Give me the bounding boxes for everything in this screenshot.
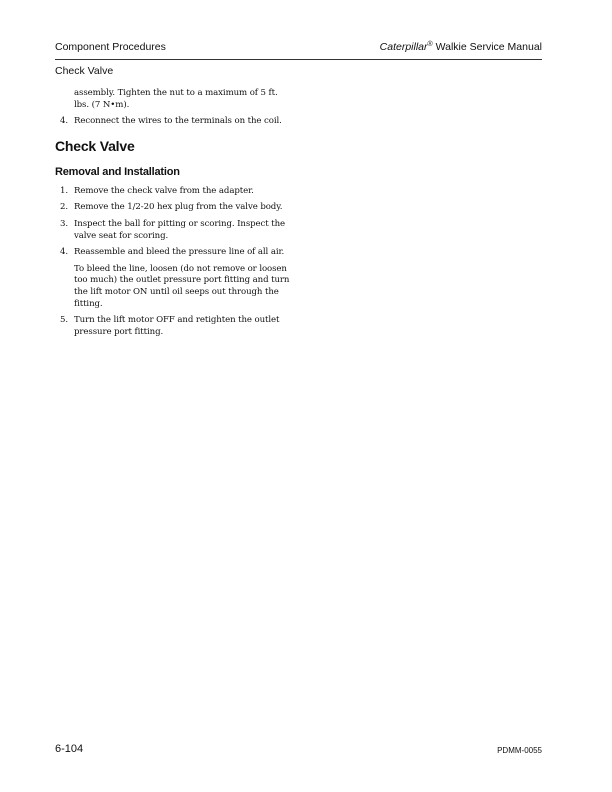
step-text: Remove the 1/2-20 hex plug from the valve body. (74, 202, 283, 213)
manual-title: Walkie Service Manual (432, 41, 542, 53)
step-text: Remove the check valve from the adapter. (74, 185, 254, 196)
header-left-title: Component Procedures (55, 41, 166, 53)
continued-step (55, 116, 295, 128)
main-content (55, 88, 295, 343)
procedure-step-3 (55, 219, 295, 242)
procedure-step-4 (55, 247, 295, 259)
procedure-step-2 (55, 202, 295, 214)
step-number: 1. (60, 185, 68, 196)
subsection-title: Removal and Installation (55, 165, 180, 178)
step-number: 5. (60, 315, 68, 326)
step-number: 3. (60, 218, 68, 229)
procedure-step-4-note: To bleed the line, loosen (do not remove or loosen too much) the outlet pressure port fitting and turn the lift motor ON until oil seeps out through the fitting. (74, 263, 290, 309)
section-running-label: Check Valve (55, 65, 114, 77)
step-text: Turn the lift motor OFF and retighten the outlet pressure port fitting. (74, 315, 280, 337)
step-number: 4. (60, 116, 68, 127)
step-number: 2. (60, 202, 68, 213)
registered-mark: ® (427, 41, 433, 48)
document-id: PDMM-0055 (497, 746, 542, 755)
step-text: Reassemble and bleed the pressure line of all air. (74, 247, 285, 258)
step-text: Reconnect the wires to the terminals on the coil. (74, 116, 282, 127)
header-divider (55, 59, 542, 60)
section-title: Check Valve (55, 137, 135, 154)
page-number: 6-104 (55, 743, 84, 755)
continued-paragraph: assembly. Tighten the nut to a maximum of 5 ft. lbs. (7 N•m). (74, 88, 278, 110)
header-right-title (380, 41, 542, 53)
step-text: Inspect the ball for pitting or scoring. Inspect the valve seat for scoring. (74, 218, 286, 241)
procedure-step-5 (55, 315, 295, 338)
procedure-step-1 (55, 186, 295, 198)
brand-name: Caterpillar (379, 41, 428, 53)
step-number: 4. (60, 247, 68, 258)
